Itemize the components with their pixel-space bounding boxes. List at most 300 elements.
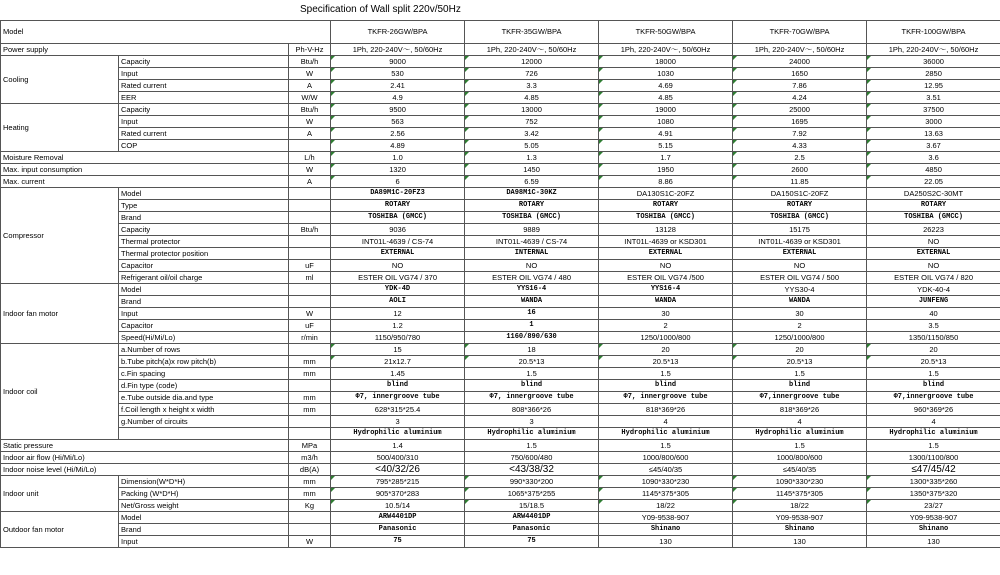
- row-label: COP: [119, 140, 289, 152]
- value-cell: ≤45/40/35: [733, 464, 867, 476]
- value-cell: Φ7, innergroove tube: [465, 392, 599, 404]
- table-row: [1, 500, 1000, 512]
- row-label: Indoor noise level (Hi/Mi/Lo): [1, 464, 289, 476]
- value-cell: 808*366*26: [465, 404, 599, 416]
- value-cell: 1650: [733, 68, 867, 80]
- value-cell: 9889: [465, 224, 599, 236]
- value-cell: 1.5: [867, 368, 1000, 380]
- value-cell: 9000: [331, 56, 465, 68]
- value-cell: 3.3: [465, 80, 599, 92]
- value-cell: 1320: [331, 164, 465, 176]
- table-row: [1, 92, 1000, 104]
- value-cell: 1090*330*230: [733, 476, 867, 488]
- unit-cell: [289, 416, 331, 428]
- value-cell: 18/22: [599, 500, 733, 512]
- value-cell: 4.9: [331, 92, 465, 104]
- unit-cell: [289, 248, 331, 260]
- value-cell: 752: [465, 116, 599, 128]
- row-label: Rated current: [119, 80, 289, 92]
- table-row: [1, 128, 1000, 140]
- value-cell: 1150/950/780: [331, 332, 465, 344]
- value-cell: NO: [599, 260, 733, 272]
- header-row: [1, 21, 1000, 44]
- value-cell: 4850: [867, 164, 1000, 176]
- value-cell: 1.5: [465, 440, 599, 452]
- value-cell: 2: [733, 320, 867, 332]
- value-cell: WANDA: [733, 296, 867, 308]
- category-cell: Indoor unit: [1, 476, 119, 512]
- unit-cell: Btu/h: [289, 104, 331, 116]
- value-cell: Hydrophilic aluminium: [733, 428, 867, 440]
- value-cell: 3: [331, 416, 465, 428]
- value-cell: Y09-9538-907: [867, 512, 1000, 524]
- unit-cell: r/min: [289, 332, 331, 344]
- value-cell: 23/27: [867, 500, 1000, 512]
- value-cell: EXTERNAL: [733, 248, 867, 260]
- row-label: e.Tube outside dia.and type: [119, 392, 289, 404]
- value-cell: 21x12.7: [331, 356, 465, 368]
- value-cell: Φ7,innergroove tube: [867, 392, 1000, 404]
- value-cell: 990*330*200: [465, 476, 599, 488]
- unit-cell: [289, 380, 331, 392]
- value-cell: TOSHIBA (GMCC): [599, 212, 733, 224]
- value-cell: Panasonic: [331, 524, 465, 536]
- unit-cell: [289, 524, 331, 536]
- value-cell: TOSHIBA (GMCC): [465, 212, 599, 224]
- value-cell: 1450: [465, 164, 599, 176]
- value-cell: 12: [331, 308, 465, 320]
- unit-cell: [289, 200, 331, 212]
- row-label: Net/Gross weight: [119, 500, 289, 512]
- value-cell: 20.5*13: [867, 356, 1000, 368]
- unit-cell: Btu/h: [289, 56, 331, 68]
- value-cell: DA98M1C-30KZ: [465, 188, 599, 200]
- value-cell: 1.5: [599, 440, 733, 452]
- unit-cell: mm: [289, 356, 331, 368]
- value-cell: Shinano: [867, 524, 1000, 536]
- row-label: g.Number of circuits: [119, 416, 289, 428]
- table-row: [1, 272, 1000, 284]
- header-model-cell: TKFR-70GW/BPA: [733, 21, 867, 44]
- row-label: Thermal protector: [119, 236, 289, 248]
- value-cell: 4.69: [599, 80, 733, 92]
- table-row: [1, 512, 1000, 524]
- value-cell: 40: [867, 308, 1000, 320]
- row-label: Input: [119, 536, 289, 548]
- value-cell: 4.91: [599, 128, 733, 140]
- value-cell: EXTERNAL: [331, 248, 465, 260]
- value-cell: 130: [599, 536, 733, 548]
- table-row: [1, 152, 1000, 164]
- unit-cell: mm: [289, 488, 331, 500]
- table-row: [1, 380, 1000, 392]
- unit-cell: MPa: [289, 440, 331, 452]
- value-cell: 12.95: [867, 80, 1000, 92]
- value-cell: blind: [465, 380, 599, 392]
- table-row: [1, 464, 1000, 476]
- value-cell: 15: [331, 344, 465, 356]
- row-label: Model: [119, 188, 289, 200]
- table-row: [1, 116, 1000, 128]
- value-cell: 6.59: [465, 176, 599, 188]
- value-cell: 18/22: [733, 500, 867, 512]
- value-cell: Y09-9538-907: [599, 512, 733, 524]
- value-cell: 3000: [867, 116, 1000, 128]
- value-cell: TOSHIBA (GMCC): [867, 212, 1000, 224]
- value-cell: 628*315*25.4: [331, 404, 465, 416]
- value-cell: blind: [599, 380, 733, 392]
- value-cell: NO: [465, 260, 599, 272]
- power-supply-cell: 1Ph, 220-240V～, 50/60Hz: [867, 44, 1000, 56]
- value-cell: 13000: [465, 104, 599, 116]
- table-row: [1, 284, 1000, 296]
- unit-cell: mm: [289, 392, 331, 404]
- table-row: [1, 104, 1000, 116]
- category-cell: Cooling: [1, 56, 119, 104]
- unit-cell: [289, 344, 331, 356]
- unit-cell: [289, 212, 331, 224]
- value-cell: <40/32/26: [331, 464, 465, 476]
- unit-cell: dB(A): [289, 464, 331, 476]
- unit-cell: W: [289, 116, 331, 128]
- table-row: [1, 188, 1000, 200]
- value-cell: ESTER OIL VG74 /500: [599, 272, 733, 284]
- value-cell: 1.2: [331, 320, 465, 332]
- unit-cell: W: [289, 308, 331, 320]
- value-cell: 11.85: [733, 176, 867, 188]
- unit-cell: Btu/h: [289, 224, 331, 236]
- value-cell: 20: [599, 344, 733, 356]
- value-cell: ROTARY: [733, 200, 867, 212]
- value-cell: <43/38/32: [465, 464, 599, 476]
- table-row: [1, 476, 1000, 488]
- value-cell: 500/400/310: [331, 452, 465, 464]
- header-model-cell: TKFR-100GW/BPA: [867, 21, 1000, 44]
- row-label: Model: [119, 512, 289, 524]
- value-cell: 30: [599, 308, 733, 320]
- value-cell: Hydrophilic aluminium: [599, 428, 733, 440]
- value-cell: 9036: [331, 224, 465, 236]
- row-label: Brand: [119, 296, 289, 308]
- value-cell: 4.33: [733, 140, 867, 152]
- value-cell: 4.85: [465, 92, 599, 104]
- value-cell: 22.05: [867, 176, 1000, 188]
- value-cell: WANDA: [599, 296, 733, 308]
- value-cell: 750/600/480: [465, 452, 599, 464]
- table-row: [1, 356, 1000, 368]
- value-cell: 818*369*26: [733, 404, 867, 416]
- table-row: [1, 248, 1000, 260]
- value-cell: Hydrophilic aluminium: [867, 428, 1000, 440]
- value-cell: 1030: [599, 68, 733, 80]
- value-cell: 3.67: [867, 140, 1000, 152]
- unit-cell: W/W: [289, 92, 331, 104]
- table-row: [1, 368, 1000, 380]
- row-label: Type: [119, 200, 289, 212]
- value-cell: 4.24: [733, 92, 867, 104]
- value-cell: 1300/1100/800: [867, 452, 1000, 464]
- value-cell: Shinano: [733, 524, 867, 536]
- value-cell: blind: [331, 380, 465, 392]
- value-cell: AOLI: [331, 296, 465, 308]
- value-cell: DA89M1C-20FZ3: [331, 188, 465, 200]
- value-cell: 4: [599, 416, 733, 428]
- value-cell: DA150S1C-20FZ: [733, 188, 867, 200]
- value-cell: 1.0: [331, 152, 465, 164]
- value-cell: 1.45: [331, 368, 465, 380]
- row-label: Dimension(W*D*H): [119, 476, 289, 488]
- value-cell: 905*370*283: [331, 488, 465, 500]
- value-cell: NO: [867, 260, 1000, 272]
- row-label: Capacitor: [119, 260, 289, 272]
- value-cell: 4: [733, 416, 867, 428]
- row-label: Model: [119, 284, 289, 296]
- value-cell: 6: [331, 176, 465, 188]
- value-cell: 20.5*13: [733, 356, 867, 368]
- unit-cell: A: [289, 80, 331, 92]
- value-cell: 15175: [733, 224, 867, 236]
- unit-cell: Kg: [289, 500, 331, 512]
- table-row: [1, 140, 1000, 152]
- unit-cell: [289, 296, 331, 308]
- value-cell: YYS16-4: [465, 284, 599, 296]
- value-cell: INT01L-4639 or KSD301: [733, 236, 867, 248]
- value-cell: blind: [867, 380, 1000, 392]
- value-cell: 1090*330*230: [599, 476, 733, 488]
- value-cell: NO: [733, 260, 867, 272]
- value-cell: 2600: [733, 164, 867, 176]
- value-cell: INT01L-4639 / CS-74: [465, 236, 599, 248]
- value-cell: 13.63: [867, 128, 1000, 140]
- value-cell: 1.5: [733, 368, 867, 380]
- row-label: Input: [119, 308, 289, 320]
- value-cell: 1.5: [867, 440, 1000, 452]
- table-row: [1, 488, 1000, 500]
- value-cell: 18000: [599, 56, 733, 68]
- value-cell: ESTER OIL VG74 / 820: [867, 272, 1000, 284]
- value-cell: ARW4401DP: [465, 512, 599, 524]
- value-cell: Φ7,innergroove tube: [733, 392, 867, 404]
- value-cell: INT01L-4639 / CS-74: [331, 236, 465, 248]
- value-cell: 20.5*13: [465, 356, 599, 368]
- value-cell: 3.51: [867, 92, 1000, 104]
- value-cell: 36000: [867, 56, 1000, 68]
- value-cell: 1000/800/600: [733, 452, 867, 464]
- power-supply-unit: Ph-V-Hz: [289, 44, 331, 56]
- value-cell: 10.5/14: [331, 500, 465, 512]
- value-cell: 15/18.5: [465, 500, 599, 512]
- value-cell: ESTER OIL VG74 / 500: [733, 272, 867, 284]
- table-row: [1, 176, 1000, 188]
- value-cell: 2: [599, 320, 733, 332]
- value-cell: ROTARY: [465, 200, 599, 212]
- power-supply-row: [1, 44, 1000, 56]
- value-cell: 12000: [465, 56, 599, 68]
- value-cell: 13128: [599, 224, 733, 236]
- value-cell: INTERNAL: [465, 248, 599, 260]
- table-row: [1, 428, 1000, 440]
- row-label: d.Fin type (code): [119, 380, 289, 392]
- value-cell: 1.4: [331, 440, 465, 452]
- table-row: [1, 452, 1000, 464]
- table-row: [1, 344, 1000, 356]
- value-cell: JUNFENG: [867, 296, 1000, 308]
- table-row: [1, 212, 1000, 224]
- category-cell: Heating: [1, 104, 119, 152]
- row-label: Refrigerant oil/oil charge: [119, 272, 289, 284]
- value-cell: 30: [733, 308, 867, 320]
- value-cell: 18: [465, 344, 599, 356]
- value-cell: Panasonic: [465, 524, 599, 536]
- value-cell: 24000: [733, 56, 867, 68]
- unit-cell: [289, 140, 331, 152]
- unit-cell: W: [289, 68, 331, 80]
- value-cell: 795*285*215: [331, 476, 465, 488]
- value-cell: 8.86: [599, 176, 733, 188]
- unit-cell: L/h: [289, 152, 331, 164]
- table-row: [1, 440, 1000, 452]
- table-row: [1, 236, 1000, 248]
- unit-cell: [289, 512, 331, 524]
- row-label: Capacity: [119, 56, 289, 68]
- unit-cell: uF: [289, 260, 331, 272]
- row-label: Capacity: [119, 104, 289, 116]
- value-cell: 960*369*26: [867, 404, 1000, 416]
- row-label: Speed(Hi/Mi/Lo): [119, 332, 289, 344]
- value-cell: 7.92: [733, 128, 867, 140]
- value-cell: 3: [465, 416, 599, 428]
- power-supply-cell: 1Ph, 220-240V～, 50/60Hz: [331, 44, 465, 56]
- unit-cell: mm: [289, 476, 331, 488]
- table-row: [1, 392, 1000, 404]
- value-cell: TOSHIBA (GMCC): [733, 212, 867, 224]
- category-cell: Compressor: [1, 188, 119, 284]
- value-cell: 2.56: [331, 128, 465, 140]
- row-label: f.Coil length x height x width: [119, 404, 289, 416]
- row-label: Brand: [119, 524, 289, 536]
- value-cell: ARW4401DP: [331, 512, 465, 524]
- category-cell: Indoor fan motor: [1, 284, 119, 344]
- unit-cell: ml: [289, 272, 331, 284]
- value-cell: 1145*375*305: [599, 488, 733, 500]
- value-cell: YYS30-4: [733, 284, 867, 296]
- value-cell: 37500: [867, 104, 1000, 116]
- value-cell: 1000/800/600: [599, 452, 733, 464]
- value-cell: 1.5: [733, 440, 867, 452]
- value-cell: INT01L-4639 or KSD301: [599, 236, 733, 248]
- row-label: Thermal protector position: [119, 248, 289, 260]
- row-label: EER: [119, 92, 289, 104]
- value-cell: 20: [867, 344, 1000, 356]
- row-label: a.Number of rows: [119, 344, 289, 356]
- value-cell: 1.5: [465, 368, 599, 380]
- unit-cell: A: [289, 128, 331, 140]
- value-cell: WANDA: [465, 296, 599, 308]
- value-cell: Φ7, innergroove tube: [331, 392, 465, 404]
- value-cell: 2850: [867, 68, 1000, 80]
- table-row: [1, 320, 1000, 332]
- value-cell: ≤45/40/35: [599, 464, 733, 476]
- category-cell: Indoor coil: [1, 344, 119, 440]
- value-cell: Y09-9538-907: [733, 512, 867, 524]
- value-cell: 1350*375*320: [867, 488, 1000, 500]
- header-model-cell: TKFR-50GW/BPA: [599, 21, 733, 44]
- row-label: Static pressure: [1, 440, 289, 452]
- value-cell: 1695: [733, 116, 867, 128]
- value-cell: 530: [331, 68, 465, 80]
- row-label: Rated current: [119, 128, 289, 140]
- value-cell: 5.15: [599, 140, 733, 152]
- value-cell: DA130S1C-20FZ: [599, 188, 733, 200]
- unit-cell: mm: [289, 404, 331, 416]
- table-row: [1, 404, 1000, 416]
- value-cell: blind: [733, 380, 867, 392]
- value-cell: ESTER OIL VG74 / 480: [465, 272, 599, 284]
- value-cell: Hydrophilic aluminium: [331, 428, 465, 440]
- unit-cell: A: [289, 176, 331, 188]
- table-row: [1, 536, 1000, 548]
- row-label: Input: [119, 68, 289, 80]
- value-cell: DA250S2C-30MT: [867, 188, 1000, 200]
- value-cell: 16: [465, 308, 599, 320]
- unit-cell: [289, 284, 331, 296]
- value-cell: 1300*335*260: [867, 476, 1000, 488]
- value-cell: 5.05: [465, 140, 599, 152]
- header-model-label: Model: [1, 21, 331, 44]
- unit-cell: mm: [289, 368, 331, 380]
- value-cell: 1.5: [599, 368, 733, 380]
- value-cell: 1.3: [465, 152, 599, 164]
- row-label: Packing (W*D*H): [119, 488, 289, 500]
- value-cell: 1080: [599, 116, 733, 128]
- value-cell: YDK-4D: [331, 284, 465, 296]
- value-cell: 130: [867, 536, 1000, 548]
- row-label: Capacitor: [119, 320, 289, 332]
- value-cell: 2.5: [733, 152, 867, 164]
- row-label: Input: [119, 116, 289, 128]
- unit-cell: [289, 236, 331, 248]
- value-cell: 20: [733, 344, 867, 356]
- value-cell: 19000: [599, 104, 733, 116]
- table-row: [1, 524, 1000, 536]
- power-supply-label: Power supply: [1, 44, 289, 56]
- power-supply-cell: 1Ph, 220-240V～, 50/60Hz: [599, 44, 733, 56]
- page-title: Specification of Wall split 220v/50Hz: [300, 4, 461, 15]
- value-cell: Shinano: [599, 524, 733, 536]
- value-cell: 4.85: [599, 92, 733, 104]
- unit-cell: [289, 188, 331, 200]
- table-row: [1, 416, 1000, 428]
- unit-cell: [289, 428, 331, 440]
- value-cell: YDK-40-4: [867, 284, 1000, 296]
- value-cell: EXTERNAL: [599, 248, 733, 260]
- value-cell: 1.7: [599, 152, 733, 164]
- value-cell: 9500: [331, 104, 465, 116]
- value-cell: 3.5: [867, 320, 1000, 332]
- row-label: b.Tube pitch(a)x row pitch(b): [119, 356, 289, 368]
- value-cell: 3.6: [867, 152, 1000, 164]
- value-cell: 1250/1000/800: [733, 332, 867, 344]
- table-row: [1, 308, 1000, 320]
- value-cell: 1065*375*255: [465, 488, 599, 500]
- value-cell: 7.86: [733, 80, 867, 92]
- row-label: Capacity: [119, 224, 289, 236]
- table-row: [1, 260, 1000, 272]
- table-row: [1, 332, 1000, 344]
- value-cell: 563: [331, 116, 465, 128]
- unit-cell: uF: [289, 320, 331, 332]
- value-cell: 1350/1150/850: [867, 332, 1000, 344]
